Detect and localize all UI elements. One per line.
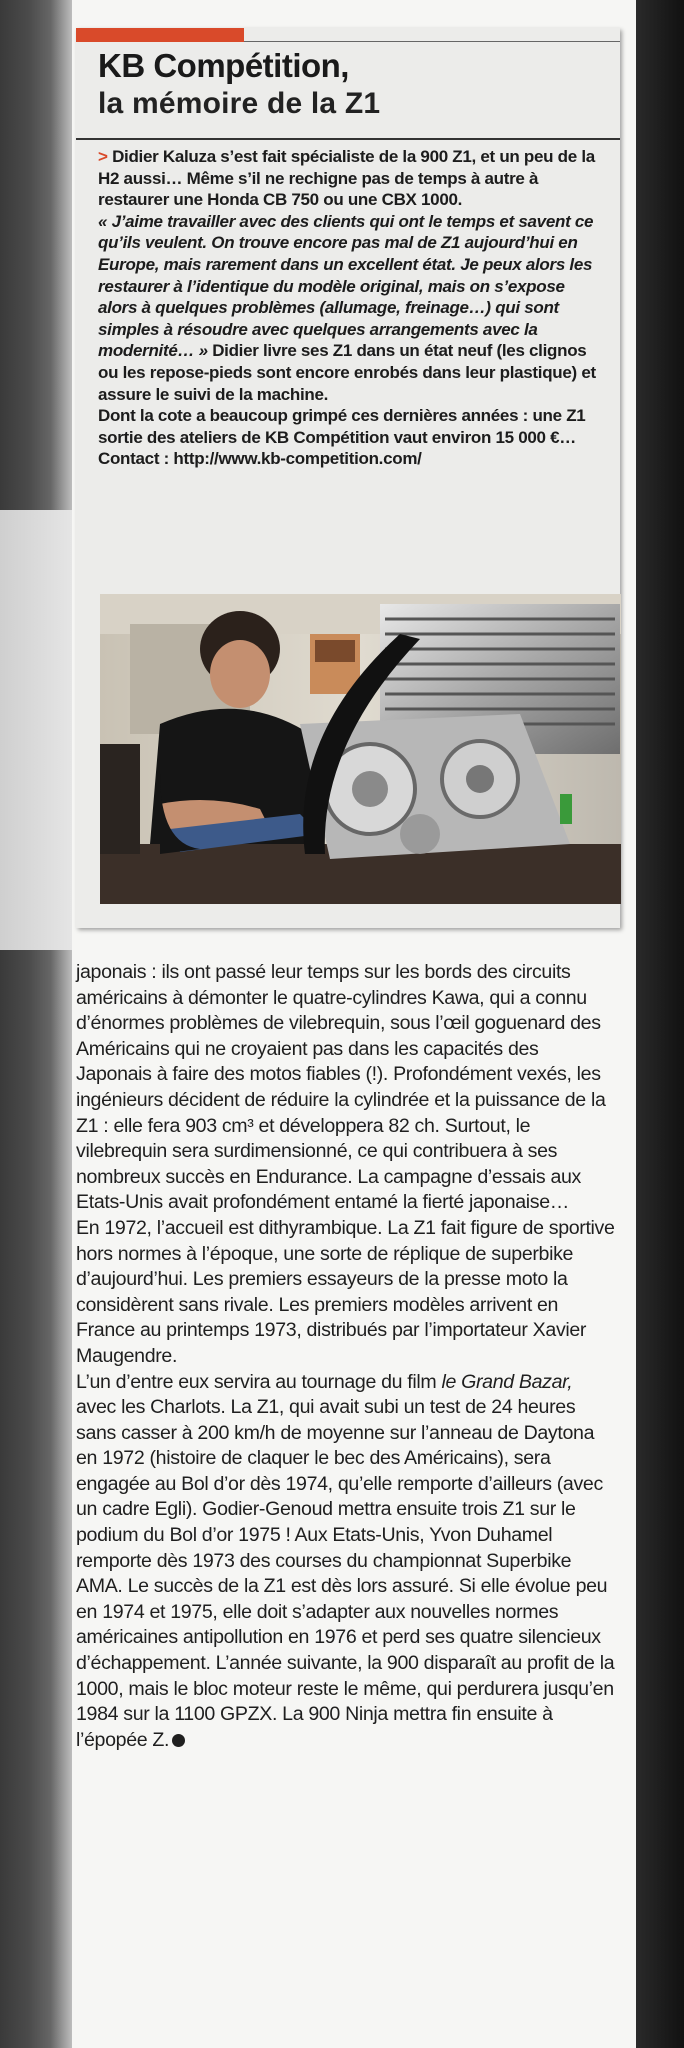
left-page-edge-highlight <box>0 510 72 950</box>
article-paragraph-3-end: avec les Charlots. La Z1, qui avait subi un test de 24 heures sans casser à 200 km/h de moyenne sur l’anneau de Daytona en 1972 (histoire de claquer le bec des Américains), sera engagée au Bol d’or dès 1974, qu’elle remporte d’ailleurs (avec un cadre Egli). Godier-Genoud mettra ensuite trois Z1 sur le podium du Bol d’or 1975 ! Aux Etats-Unis, Yvon Duhamel remporte dès 1973 des courses du championnat Superbike AMA. Le succès de la Z1 est dès lors assuré. Si elle évolue peu en 1974 et 1975, elle doit s’adapter aux nouvelles normes américaines antipollution en 1976 et perd ses quatre silencieux d’échappement. L’année suivante, la 900 disparaît au profit de la 1000, mais le bloc moteur reste le même, qui perdurera jusqu’en 1984 sur la 1100 GPZX. La 900 Ninja mettra fin ensuite à l’épopée Z. <box>76 1396 615 1751</box>
workshop-photo <box>100 594 621 904</box>
price-text: Dont la cote a beaucoup grimpé ces dernières années : une Z1 sortie des ateliers de KB Compétition vaut environ 15 000 €… <box>98 406 586 447</box>
article-paragraph-1: japonais : ils ont passé leur temps sur les bords des circuits américains à démonter le quatre-cylindres Kawa, qui a connu d’énormes problèmes de vilebrequin, sous l’œil goguenard des Américains qui ne croyaient pas dans les capacités des Japonais à faire des motos fiables (!). Profondément vexés, les ingénieurs décident de réduire la cylindrée et la puissance de la Z1 : elle fera 903 cm³ et développera 82 ch. Surtout, le vilebrequin sera surdimensionné, ce qui contribuera à ses nombreux succès en Endurance. La campagne d’essais aux Etats-Unis avait profondément entamé la fierté japonaise… <box>76 961 606 1214</box>
accent-bar <box>76 28 244 42</box>
box-title: KB Compétition, <box>98 47 349 84</box>
article-paragraph-2: En 1972, l’accueil est dithyrambique. La Z1 fait figure de sportive hors normes à l’époque, une sorte de réplique de superbike d’aujourd’hui. Les premiers essayeurs de la presse moto la considèrent sans rivale. Les premiers modèles arrivent en France au printemps 1973, distribués par l’importateur Xavier Maugendre. <box>76 1216 615 1367</box>
article-paragraph-3-start: L’un d’entre eux servira au tournage du film <box>76 1370 442 1393</box>
contact-text: Contact : http://www.kb-competition.com/ <box>98 449 422 469</box>
intro-text: Didier Kaluza s’est fait spécialiste de la 900 Z1, et un peu de la H2 aussi… Même s’il ne rechigne pas de temps à autre à restaurer une Honda CB 750 ou une CBX 1000. <box>98 147 595 210</box>
right-page-edge <box>636 0 684 2048</box>
box-quote-paragraph <box>98 211 608 405</box>
film-title: le Grand Bazar, <box>441 1370 573 1393</box>
box-intro <box>98 146 608 211</box>
top-rule <box>244 41 620 42</box>
title-rule <box>76 138 620 140</box>
article-body <box>76 960 616 1753</box>
chevron-right-icon: > <box>98 147 108 166</box>
quote-text: « J’aime travailler avec des clients qui ont le temps et savent ce qu’ils veulent. On trouve encore pas mal de Z1 aujourd’hui en Europe, mais rarement dans un excellent état. Je peux alors les restaurer à l’identique du modèle original, mais on s’expose alors à quelques problèmes (allumage, freinage…) qui sont simples à résoudre avec quelques arrangements avec la modernité… » <box>98 211 594 361</box>
left-page-edge <box>0 0 72 2048</box>
box-subtitle: la mémoire de la Z1 <box>98 87 381 120</box>
box-body <box>98 146 608 470</box>
mechanic-engine-illustration <box>100 594 621 904</box>
article-paragraph-3 <box>76 1370 616 1754</box>
after-quote-text: Didier livre ses Z1 dans un état neuf (les clignos ou les repose-pieds sont encore enrobés dans leur plastique) et assure le suivi de la machine. <box>98 341 596 404</box>
end-mark-icon <box>172 1734 185 1747</box>
